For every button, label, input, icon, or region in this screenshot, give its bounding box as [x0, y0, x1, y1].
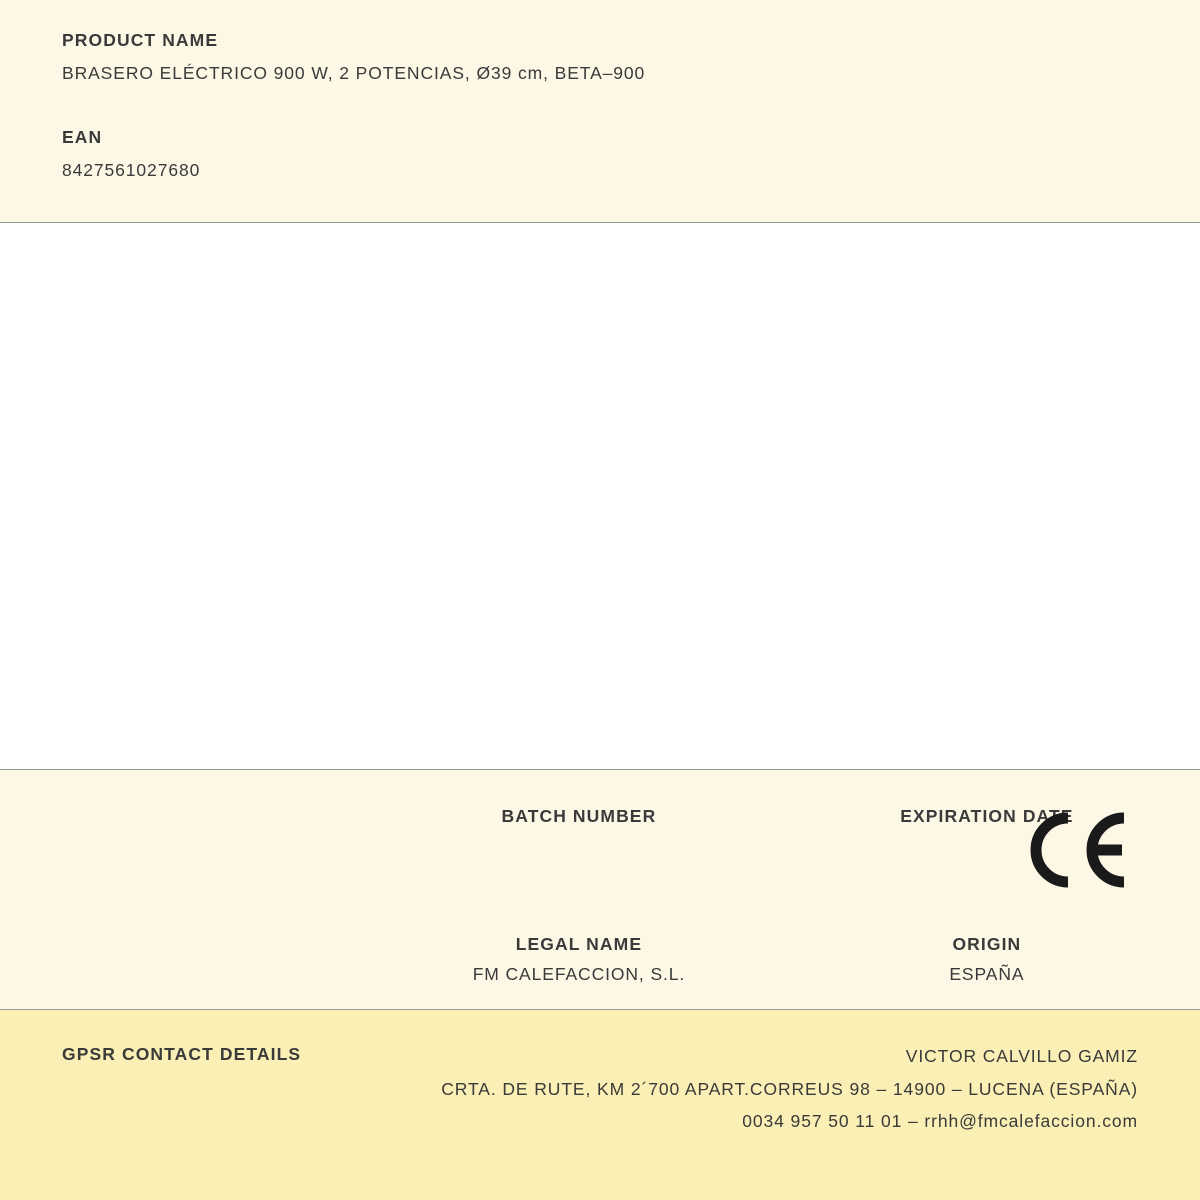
batch-number-value: [400, 835, 758, 857]
gpsr-footer: [0, 1010, 1200, 1200]
product-name-value: BRASERO ELÉCTRICO 900 W, 2 POTENCIAS, Ø39 cm, BETA–900: [62, 62, 646, 83]
expiration-date-field: [800, 804, 1200, 857]
gpsr-contact-phone-email: 0034 957 50 11 01 – rrhh@fmcalefaccion.com: [742, 1111, 1138, 1132]
info-col-empty-left: [0, 804, 400, 857]
batch-number-field: [400, 804, 800, 857]
info-block: [0, 770, 1200, 1009]
expiration-date-label: EXPIRATION DATE: [900, 806, 1074, 827]
product-image-area: [0, 223, 1200, 769]
ean-value: 8427561027680: [62, 159, 201, 180]
product-header-block: [0, 0, 1200, 222]
batch-number-label: BATCH NUMBER: [501, 806, 657, 827]
ean-label: EAN: [62, 127, 103, 147]
info-col-empty-left-2: [0, 932, 400, 987]
origin-field: [800, 932, 1200, 987]
gpsr-contact-name: VICTOR CALVILLO GAMIZ: [905, 1046, 1138, 1067]
origin-label: ORIGIN: [952, 933, 1022, 954]
product-name-label: PRODUCT NAME: [62, 30, 219, 50]
ean-group: [62, 125, 1200, 182]
gpsr-contact-label: GPSR CONTACT DETAILS: [62, 1044, 302, 1065]
gpsr-contact-address: CRTA. DE RUTE, KM 2´700 APART.CORREUS 98 – 14900 – LUCENA (ESPAÑA): [441, 1078, 1138, 1099]
legal-name-value: FM CALEFACCION, S.L.: [472, 964, 686, 985]
info-row-second: [0, 932, 1200, 987]
legal-name-field: [400, 932, 800, 987]
ce-marking-icon: [1020, 810, 1130, 890]
legal-name-label: LEGAL NAME: [515, 933, 643, 954]
origin-value: ESPAÑA: [949, 964, 1025, 985]
